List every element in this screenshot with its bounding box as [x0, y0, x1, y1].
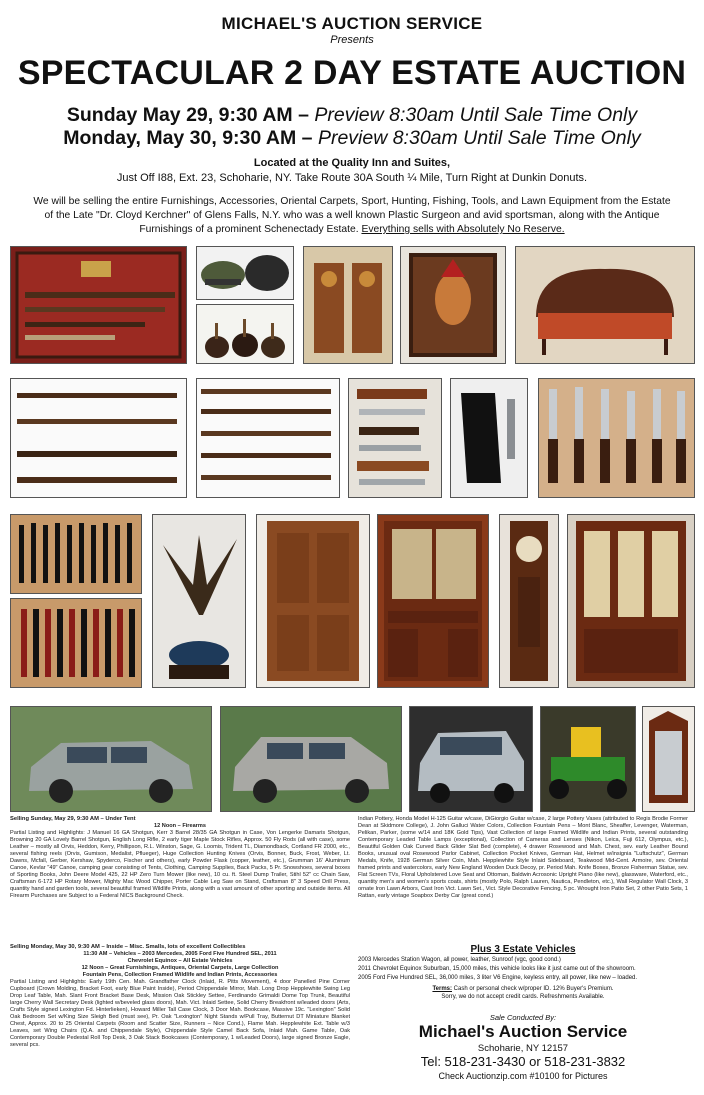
day1-schedule [0, 104, 704, 127]
terms-label: Terms: [432, 986, 452, 992]
day1-main: Sunday May 29, 9:30 AM – [66, 104, 315, 126]
location-block [0, 156, 704, 186]
sunday-heading: Selling Sunday, May 29, 9:30 AM – Under Tent [10, 816, 136, 822]
knives-graphic-1 [349, 379, 441, 497]
intro-emphasis: Everything sells with Absolutely No Reserve. [361, 224, 565, 235]
photo-settee [515, 246, 695, 364]
monday-noon-furnishings: 12 Noon – Great Furnishings, Antiques, Oriental Carpets, Large Collection [81, 965, 279, 971]
sunday-noon-firearms: 12 Noon – Firearms [154, 823, 206, 829]
terms-text: Cash or personal check w/proper ID. 12% Buyer's Premium. [452, 986, 614, 992]
vehicle-2: 2011 Chevrolet Equinox Suburban, 15,000 miles, this vehicle looks like it just came out of the showroom. [358, 966, 636, 972]
photo-knives-2 [538, 378, 695, 498]
photo-grandfather-clock [499, 514, 559, 688]
photo-rifles-1 [10, 378, 187, 498]
flasks-graphic [197, 305, 293, 363]
photo-car-mercedes [220, 706, 402, 812]
photo-shotgun-case [10, 246, 187, 364]
photo-knives-1 [348, 378, 442, 498]
photo-pens-1 [10, 514, 142, 594]
photo-car-chevrolet [409, 706, 533, 812]
sunday-listing [10, 816, 350, 900]
clock-graphic [500, 515, 558, 687]
photo-car-ford [10, 706, 212, 812]
vehicle-3: 2005 Ford Five Hundred SEL, 36,000 miles, 3 liter V6 Engine, keyless entry, all power, like new – loaded. [358, 975, 638, 981]
vehicle-1: 2003 Mercedes Station Wagon, all power, leather, Sunroof (vgc, good cond.) [358, 957, 561, 963]
pens-graphic-2 [11, 599, 141, 687]
terms-text-2: Sorry, we do not accept credit cards. Refreshments Available. [441, 994, 605, 1000]
knives-graphic-2 [539, 379, 694, 497]
shotgun-case-graphic [11, 247, 186, 363]
car-mercedes-graphic [221, 707, 401, 811]
monday-items: Partial Listing and Highlights: Early 19th Cen. Mah. Grandfather Clock (Inlaid, R. Pitts Movement), 4 door Panelled Pine Corner Cupboard (Crown Molding, Bracket Foot, early Blue Paint Inside), Period Chippendale Mirror, Mah. Long Drop Hepplewhite Swing Leg Drop Leaf Table, Mah. Slant Front Bracket Base Desk, Mission Oak Stickley Settee, Ferdinando Grimaldi Dome Top Trunk, Beautiful large Cherry Wall Secretary Desk (lighted w/beveled glass doors), Mah. Vict. Inlaid Settee, Solid Cherry Breakfront w/leaded doors (Arts, Crafts Style signed Lexington Fd. Hinterlieken), Howard Miller Tall Case Clock, 3 Door Mah. Bookcase, Massive 19c. "Lexington" Solid Oak Bedroom Set w/King Size Sleigh Bed (must see), Pr. Oak "Lexington" Night Stands w/Pull Tray, Butternut DT Miniature Blanket Chest, Approx. 20 to 25 Oriental Carpets (Room and Scatter Size, Runners – Nice Cond.), Flame Mah. Hepplewhite Ext. Table w/3 Leaves, set Wing Chairs (Q.A. and Chippendale Style), Chippendale Style Camel Back Sofa, Inlaid Mah. Game Table, Oak Contemporary Double Pedestal Roll Top Desk, 3 Oak Stack Bookcases (Contemporary, 1 w/Leaded Doors), large signed Bronze Eagle, several pcs. [10, 979, 350, 1048]
eagle-graphic [153, 515, 245, 687]
photo-carved-chairs [303, 246, 393, 364]
sheath-graphic [451, 379, 527, 497]
cupboard-graphic [257, 515, 369, 687]
photo-secretary-desk [377, 514, 489, 688]
day1-preview: Preview 8:30am Until Sale Time Only [314, 104, 638, 126]
day2-preview: Preview 8:30am Until Sale Time Only [317, 127, 641, 149]
photo-bronze-eagle [152, 514, 246, 688]
settee-graphic [516, 247, 694, 363]
car-chevrolet-graphic [410, 707, 532, 811]
photo-corner-cupboard [256, 514, 370, 688]
mirror-graphic [643, 707, 694, 811]
chairs-graphic [304, 247, 392, 363]
photo-chippendale-mirror [642, 706, 695, 812]
auctionzip-reference: Check Auctionzip.com #10100 for Pictures [438, 1071, 608, 1081]
day2-schedule [0, 127, 704, 150]
location-line1: Located at the Quality Inn and Suites, [253, 157, 451, 169]
auctioneer-phone: Tel: 518-231-3430 or 518-231-3832 [420, 1054, 626, 1069]
photo-rifles-2 [196, 378, 340, 498]
intro-paragraph [30, 195, 674, 237]
photo-breakfront [567, 514, 695, 688]
helmets-graphic [197, 247, 293, 299]
auctioneer-address: Schoharie, NY 12157 [477, 1043, 569, 1054]
terms-block [358, 985, 688, 1001]
monday-heading: Selling Monday, May 30, 9:30 AM – Inside – Misc. Smalls, lots of excellent Collectibles [10, 944, 246, 950]
photo-indian-plaque [400, 246, 506, 364]
photo-knife-sheath [450, 378, 528, 498]
desk-graphic [378, 515, 488, 687]
photo-pens-2 [10, 598, 142, 688]
pens-graphic-1 [11, 515, 141, 593]
auctioneer-name: Michael's Auction Service [418, 1022, 628, 1041]
intro-text: We will be selling the entire Furnishings, Accessories, Oriental Carpets, Sport, Hunting, Fishing, Tools, and Lawn Equipment from the Estate of the Late "Dr. Cloyd Kerchner" of Glens Falls, N.Y. who was a well known Plastic Surgeon and avid sportsman, along with the Antique Furnishings of a prominent Schenectady Estate. [33, 196, 671, 235]
rifles-graphic-1 [11, 379, 186, 497]
auction-title: SPECTACULAR 2 DAY ESTATE AUCTION [17, 54, 687, 92]
photo-helmets [196, 246, 294, 300]
monday-vehicles-time-cont: Chevrolet Equinox – All Estate Vehicles [127, 958, 233, 964]
car-ford-graphic [11, 707, 211, 811]
photo-powder-flasks [196, 304, 294, 364]
sunday-items: Partial Listing and Highlights: J Manuel 16 GA Shotgun, Kerr 3 Barrel 28/35 GA Shotgun in Case, Von Lengerke Damaris Shotgun, Browning 20 GA Lovely Barrel Shotgun, English Long Rifle, 2 early tiger Maple Stock Rifles, Approx. 50 Fly Rods (all with case), some Leather – mostly all Orvis, Heddon, Kerry, Phillipson, R.L. Winston, Sage, G. Loomis, Trident TL, Diamondback, Cortland FR 2000, etc., several fishing reels (Orvis, Gumison, Medalist, Pflueger), Huge Collection Hunting Knives (Orvis, Bonner, Buck, Frost, Weber, Lt. Dawns, Mcfall, Gerber, Kershaw, Spyderco, Fischer and others), early Powder Flask (copper, leather, etc.), Grumman 16' Aluminum Canoe, Kevlar "49" Canoe, camping gear consisting of Tents, Clothing, Camping Supplies, Back Packs, 5 Pr. Snowshoes, several boxes of Sporting Books, John Deere Model 425, 22 HP Zero Turn Mower (like new), 10 cu. ft. Steel Dump Trailer, Stihl 52" cc Chain Saw, Craftsman 6-172 HP Rotary Mower, Mighty Mac Wood Chipper, Porter Cable Leg Saw on Stand, Craftsman 8" 3 Speed Drill Press, quantity hand and garden tools, several beautiful framed Wildlife Prints, along with a vast amount of other sporting and outside items. All Firearm Purchases are Subject to a Federal NICS Background Check. [10, 830, 350, 899]
day2-main: Monday, May 30, 9:30 AM – [63, 127, 318, 149]
photo-lawn-mower [540, 706, 636, 812]
monday-items-cont: Indian Pottery, Honda Model H-125 Guitar w/case, DiGiorgio Guitar w/case, 2 large Pottery Vases (attributed to Regis Brodie Former Dean at Skidmore College), J. John Galluci Water Colors, Collection Fountain Pens – Mont Blanc, Sheaffer, Levenger, Waterman, Pelikan, Parker, (some w/14 and 18K Gold Tips), Vast Collection of large Framed Wildlife and Indian Prints, several outstanding Contemporary Leaded Table Lamps (exceptional), Collection of Cameras and Lenses (Nikon, Leica, Fuji 612, Olympus, etc.), Beautiful Golden Oak Curved Back Glider Slat Bed (complete), 4 drawer Rosewood and Mah. Chest, sev. early Leather Bound Books, unusual oval Rosewood Parlor Cabinet, Collection Pocket Knives, German Hat, Helmet w/insignia "Luftschutz", German Medals, Knife, 1928 German Silver Coin, Mah. Hepplewhite Style Inlaid Sideboard, Teakwood Mid-Cent. Armoire, sev. Oriental framed prints and watercolors, early New England Wooden Duck Decoy, pr. Period Mah. Knife Boxes, Bronze Fisherman Statue, sev. Flat Screen TVs, Floral Upholstered Love Seat and Ottoman, Baldwin Acrosonic Upright Piano (like new), glassware, Waterford, etc., quantity men's and women's sports coats, shirts (mostly Polo, Ralph Lauren, Nautica, Pendleton, etc.), Wall Regulator Wall Clock, 3 ornate Iron Lawn Arbors, Cast Iron Vict. Lawn Set., Vict. Style Decorative Fencing, 5 pc. Wrought Iron Patio Set, 2 other Patio Sets, 1 Rattan, early vintage Soapbox Derby Car (great cond.) [358, 816, 688, 899]
monday-vehicles-time: 11:30 AM – Vehicles – 2003 Mercedes, 2005 Ford Five Hundred SEL, 2011 [83, 951, 277, 957]
location-line2: Just Off I88, Ext. 23, Schoharie, NY. Take Route 30A South ¼ Mile, Turn Right at Dunkin Donuts. [116, 172, 588, 184]
mower-graphic [541, 707, 635, 811]
plus-vehicles-heading: Plus 3 Estate Vehicles [470, 944, 576, 955]
monday-noon-furnishings-cont: Fountain Pens, Collection Framed Wildlife and Indian Prints, Accessories [82, 972, 278, 978]
monday-listing-cont [358, 816, 688, 900]
conducted-by-label: Sale Conducted By: [489, 1013, 557, 1022]
monday-listing [10, 944, 350, 1049]
company-heading: MICHAEL'S AUCTION SERVICE [221, 14, 483, 33]
breakfront-graphic [568, 515, 694, 687]
presents-label: Presents [330, 34, 374, 46]
plaque-graphic [401, 247, 505, 363]
rifles-graphic-2 [197, 379, 339, 497]
